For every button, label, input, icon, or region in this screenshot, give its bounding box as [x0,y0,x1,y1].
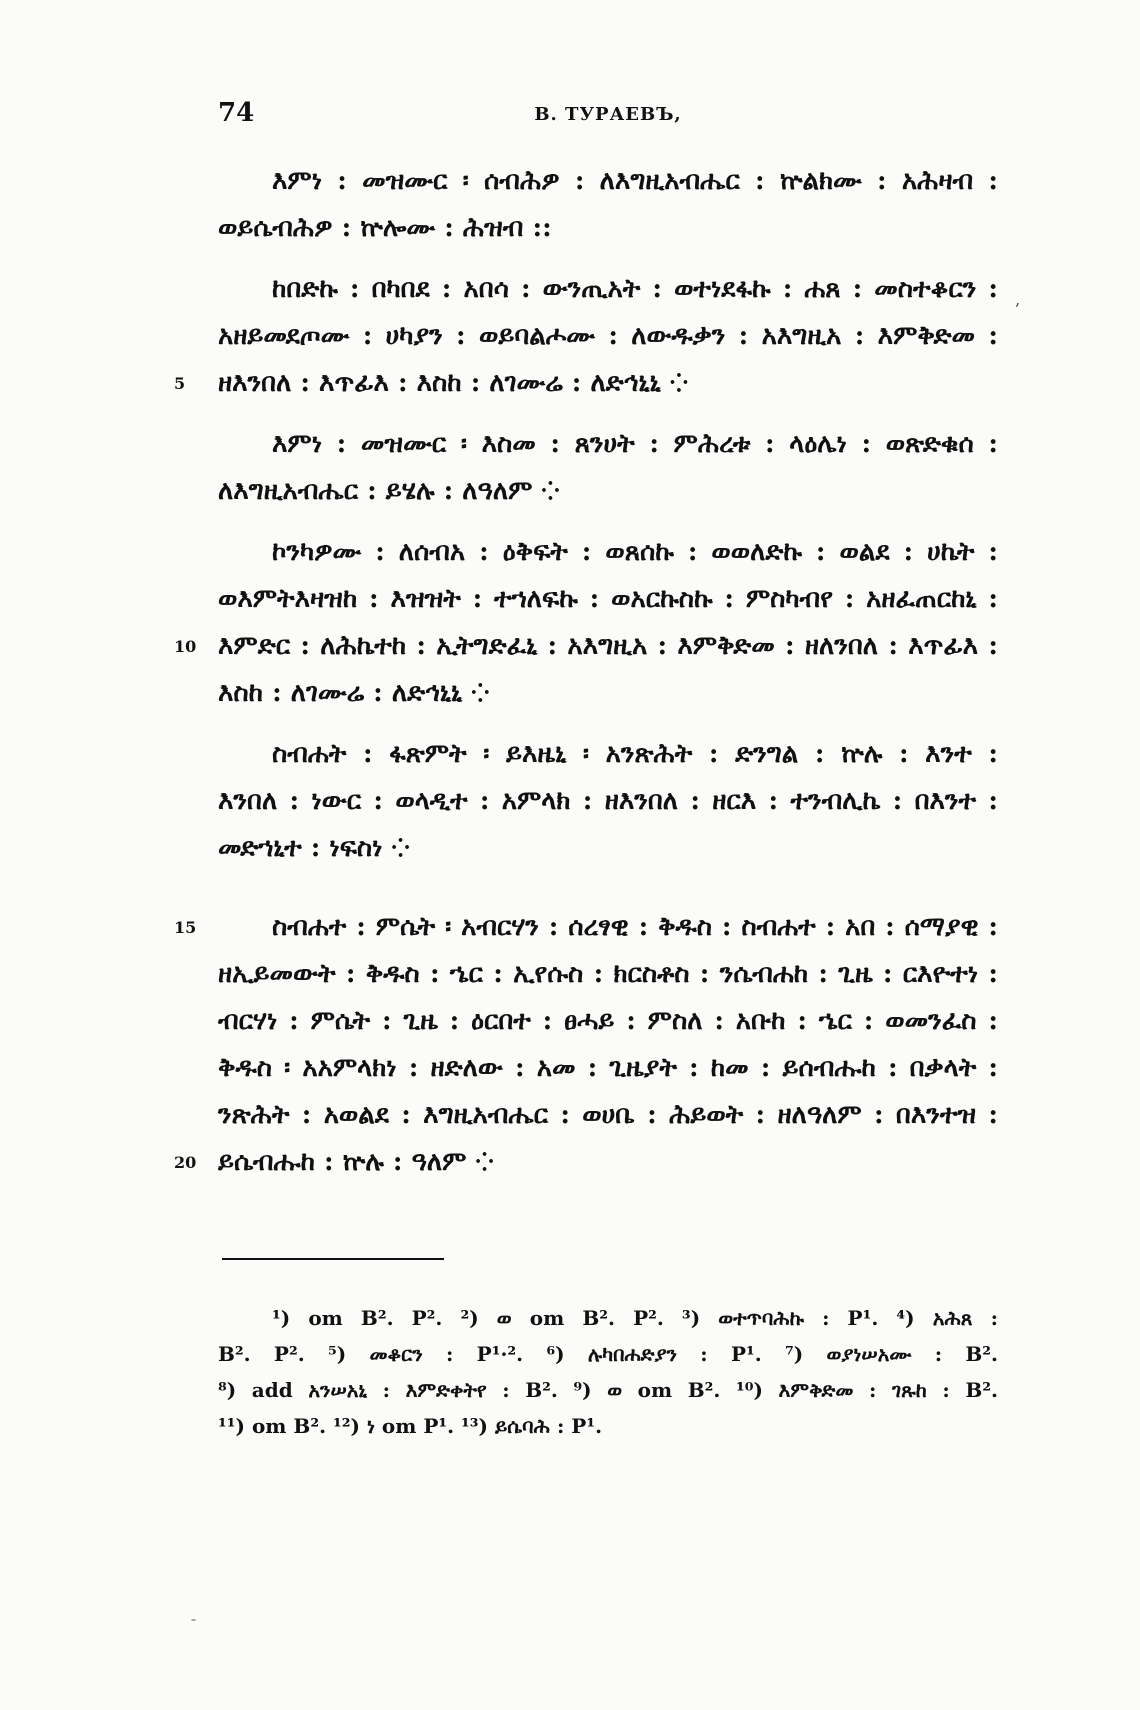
footnote-divider [222,1258,444,1260]
page-number: 74 [218,98,255,128]
footnote-line: ¹) om B². P². ²) ወ om B². P². ³) ወተጥባሕኩ : P¹. ⁴) አሕጸ : [272,1306,998,1330]
line-text: እምነ : መዝሙር ፡ ሰብሕዎ : ለእግዚአብሔር : ኵልክሙ : አሕዛብ : [272,166,998,196]
text-line [174,360,998,407]
text-line [218,998,998,1045]
text-line [218,468,998,515]
text-line [218,421,998,468]
paragraph [218,731,998,872]
margin-smudge-mark: ˉ [190,1618,197,1634]
footnote-line: ¹¹) om B². ¹²) ነ om P¹. ¹³) ይሴባሕ : P¹. [218,1414,603,1438]
text-line [218,205,998,252]
text-line [218,778,998,825]
paragraph [174,529,998,717]
text-line [174,1139,998,1186]
line-text: እንበለ : ነውር : ወላዲተ : አምላክ : ዘእንበለ : ዘርእ : ተንብሊኬ : በእንተ : [218,786,998,816]
line-text: እምነ : መዝሙር ፡ እስመ : ጸንሀት : ምሕረቱ : ላዕሌነ : ወጽድቁሰ : [272,429,998,459]
line-text: ከበድኩ : በካበደ : አበሳ : ውንጢአት : ወተነደፋኩ : ሐጸ : መስተቆርን : [272,274,998,304]
paragraph [218,421,998,515]
line-text: እምድር : ለሕኬተከ : ኢትግድፈኒ : አእግዚአ : እምቅድመ : ዘለንበለ : እጥፊእ : [218,631,998,661]
paragraph [218,158,998,252]
body-text [174,158,998,1200]
line-text: ንጽሕት : አወልደ : እግዚአብሔር : ወሀቤ : ሕይወት : ዘለዓለም : በእንተዝ : [218,1100,998,1130]
line-text: ኮንካዎሙ : ለሰብአ : ዕቅፍት : ወጸሰኩ : ወወለድኩ : ወልደ : ሀኬት : [272,537,998,567]
running-head: В. ТУРАЕВЪ, [534,104,682,125]
line-text: ዘኢይመውት : ቅዱስ : ኄር : ኢየሱስ : ክርስቶስ : ንሴብሐከ : ጊዜ : ርእዮተነ : [218,959,998,989]
line-text: መድኀኒተ : ነፍስነ ⁘ [218,833,410,863]
line-number: 20 [174,1153,197,1172]
text-line [174,904,998,951]
line-number: 10 [174,637,197,656]
text-line [218,576,998,623]
paragraph-gap [218,886,998,904]
line-text: ዘእንበለ : እጥፊእ : እስከ : ለገሙሬ : ለድኅኒኒ ⁘ [218,368,689,398]
paragraph [174,904,998,1186]
line-text: ብርሃነ : ምሴት : ጊዜ : ዕርበተ : ፀሓይ : ምስለ : አቡከ : ኄር : ወመንፈስ : [218,1006,998,1036]
text-line [218,266,998,313]
text-line [218,731,998,778]
text-line [218,825,998,872]
line-text: ቅዱስ ፡ አአምላክነ : ዘድለው : አመ : ጊዜያት : ከመ : ይሰብሑከ : በቃላት : [218,1053,998,1083]
line-text: ስብሐተ : ምሴት ፡ አብርሃን : ሰረፃዊ : ቅዱስ : ስብሐተ : አበ : ሰማያዊ : [272,912,998,942]
text-line [218,158,998,205]
page-header [218,98,998,138]
text-line [218,313,998,360]
line-text: ወይሴብሕዎ : ኵሎሙ : ሕዝብ :: [218,213,552,243]
text-line [174,623,998,670]
line-text: ስብሐት : ፋጽምት ፡ ይእዜኒ ፡ አንጽሕት : ድንግል : ኵሉ : እንተ : [272,739,998,769]
text-line [218,1092,998,1139]
line-text: አዘይመደጦሙ : ሀካያን : ወይባልሖሙ : ለውዱቃን : አእግዚአ : እምቅድመ : [218,321,998,351]
text-line [218,1045,998,1092]
footnote-line: ⁸) add አንሠአኒ : እምድቀትየ : B². ⁹) ወ om B². ¹⁰) እምቅድመ : ገጹከ : B². [218,1378,998,1402]
line-text: ወእምትእዛዝከ : እዝዝት : ተኀለፍኩ : ወአርኩስኩ : ምስካብየ : አዘፈጠርከኒ : [218,584,998,614]
line-text: ለእግዚአብሔር : ይሄሉ : ለዓለም ⁘ [218,476,560,506]
text-line [218,670,998,717]
text-line [218,529,998,576]
footnotes [218,1300,998,1444]
paragraph [174,266,998,407]
text-line [218,951,998,998]
footnote-line: B². P². ⁵) መቆርን : P¹·². ⁶) ሉካበሐድያን : P¹. ⁷) ወያነሠአሙ : B². [218,1342,998,1366]
line-number: 15 [174,918,197,937]
line-number: 5 [174,374,186,393]
margin-tick-mark: ‚ [1015,290,1021,309]
line-text: እስከ : ለገሙሬ : ለድኅኒኒ ⁘ [218,678,490,708]
line-text: ይሴብሑከ : ኵሉ : ዓለም ⁘ [218,1147,494,1177]
